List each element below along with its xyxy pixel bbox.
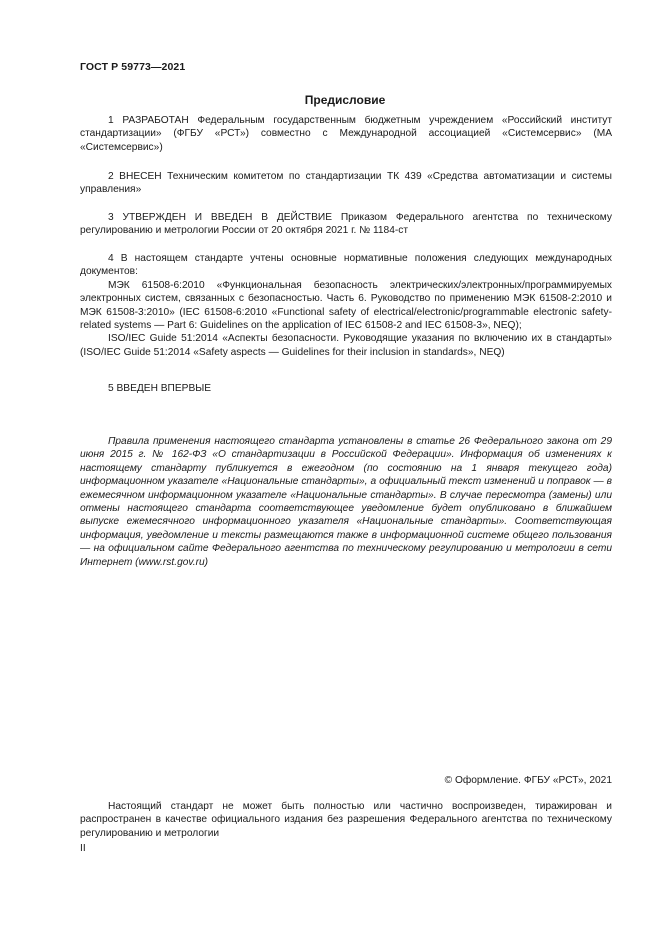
section-2-text: 2 ВНЕСЕН Техническим комитетом по стандартизации ТК 439 «Средства автоматизации и системы управления» [80,171,612,196]
section-4-item-iec: МЭК 61508-6:2010 «Функциональная безопасность электрических/электронных/программируемых электронных систем, связанных с безопасностью. Часть 6. Руководство по применению МЭК 61508-2:2010 и МЭК 61508-3:2010» (IEC 61508-6:2010 «Functional safety of electrical/electronic/programmable electronic safety-related systems — Part 6: Guidelines on the application of IEC 61508-2 and IEC 61508-3», NEQ); [80,279,612,332]
section-4-intro: 4 В настоящем стандарте учтены основные нормативные положения следующих международных документов: [80,253,612,278]
section-1-text: 1 РАЗРАБОТАН Федеральным государственным бюджетным учреждением «Российский институт стандартизации» (ФГБУ «РСТ») совместно с Международной ассоциацией «Системсервис» (МА «Системсервис») [80,115,612,153]
section-3-text: 3 УТВЕРЖДЕН И ВВЕДЕН В ДЕЙСТВИЕ Приказом Федерального агентства по техническому регулированию и метрологии России от 20 октября 2021 г. № 1184-ст [80,212,612,237]
section-4 [80,252,612,359]
reproduction-notice-text: Настоящий стандарт не может быть полностью или частично воспроизведен, тиражирован и распространен в качестве официального издания без разрешения Федерального агентства по техническому регулированию и метрологии [80,801,612,839]
section-5-text: 5 ВВЕДЕН ВПЕРВЫЕ [108,383,212,394]
section-3 [80,211,612,238]
reproduction-notice [80,800,612,840]
section-2 [80,170,612,197]
section-1 [80,114,612,154]
section-4-item-iso: ISO/IEC Guide 51:2014 «Аспекты безопасности. Руководящие указания по включению их в стандарты» (ISO/IEC Guide 51:2014 «Safety aspects — Guidelines for their inclusion in standards», NEQ) [80,333,612,358]
copyright-line: © Оформление. ФГБУ «РСТ», 2021 [444,775,612,786]
standard-code: ГОСТ Р 59773—2021 [80,61,186,73]
page-title: Предисловие [304,93,386,107]
application-notice-text: Правила применения настоящего стандарта установлены в статье 26 Федерального закона от 29 июня 2015 г. № 162-ФЗ «О стандартизации в Российской Федерации». Информация об изменениях к настоящему стандарту публикуется в ежегодном (по состоянию на 1 января текущего года) информационном указателе «Национальные стандарты», а официальный текст изменений и поправок — в ежемесячном информационном указателе «Национальные стандарты». В случае пересмотра (замены) или отмены настоящего стандарта соответствующее уведомление будет опубликовано в ближайшем выпуске ежемесячного информационного указателя «Национальные стандарты». Соответствующая информация, уведомление и тексты размещаются также в информационной системе общего пользования — на официальном сайте Федерального агентства по техническому регулированию и метрологии в сети Интернет (www.rst.gov.ru) [80,436,612,568]
application-notice [80,435,612,569]
section-5 [80,382,612,395]
page-number: II [80,843,86,854]
